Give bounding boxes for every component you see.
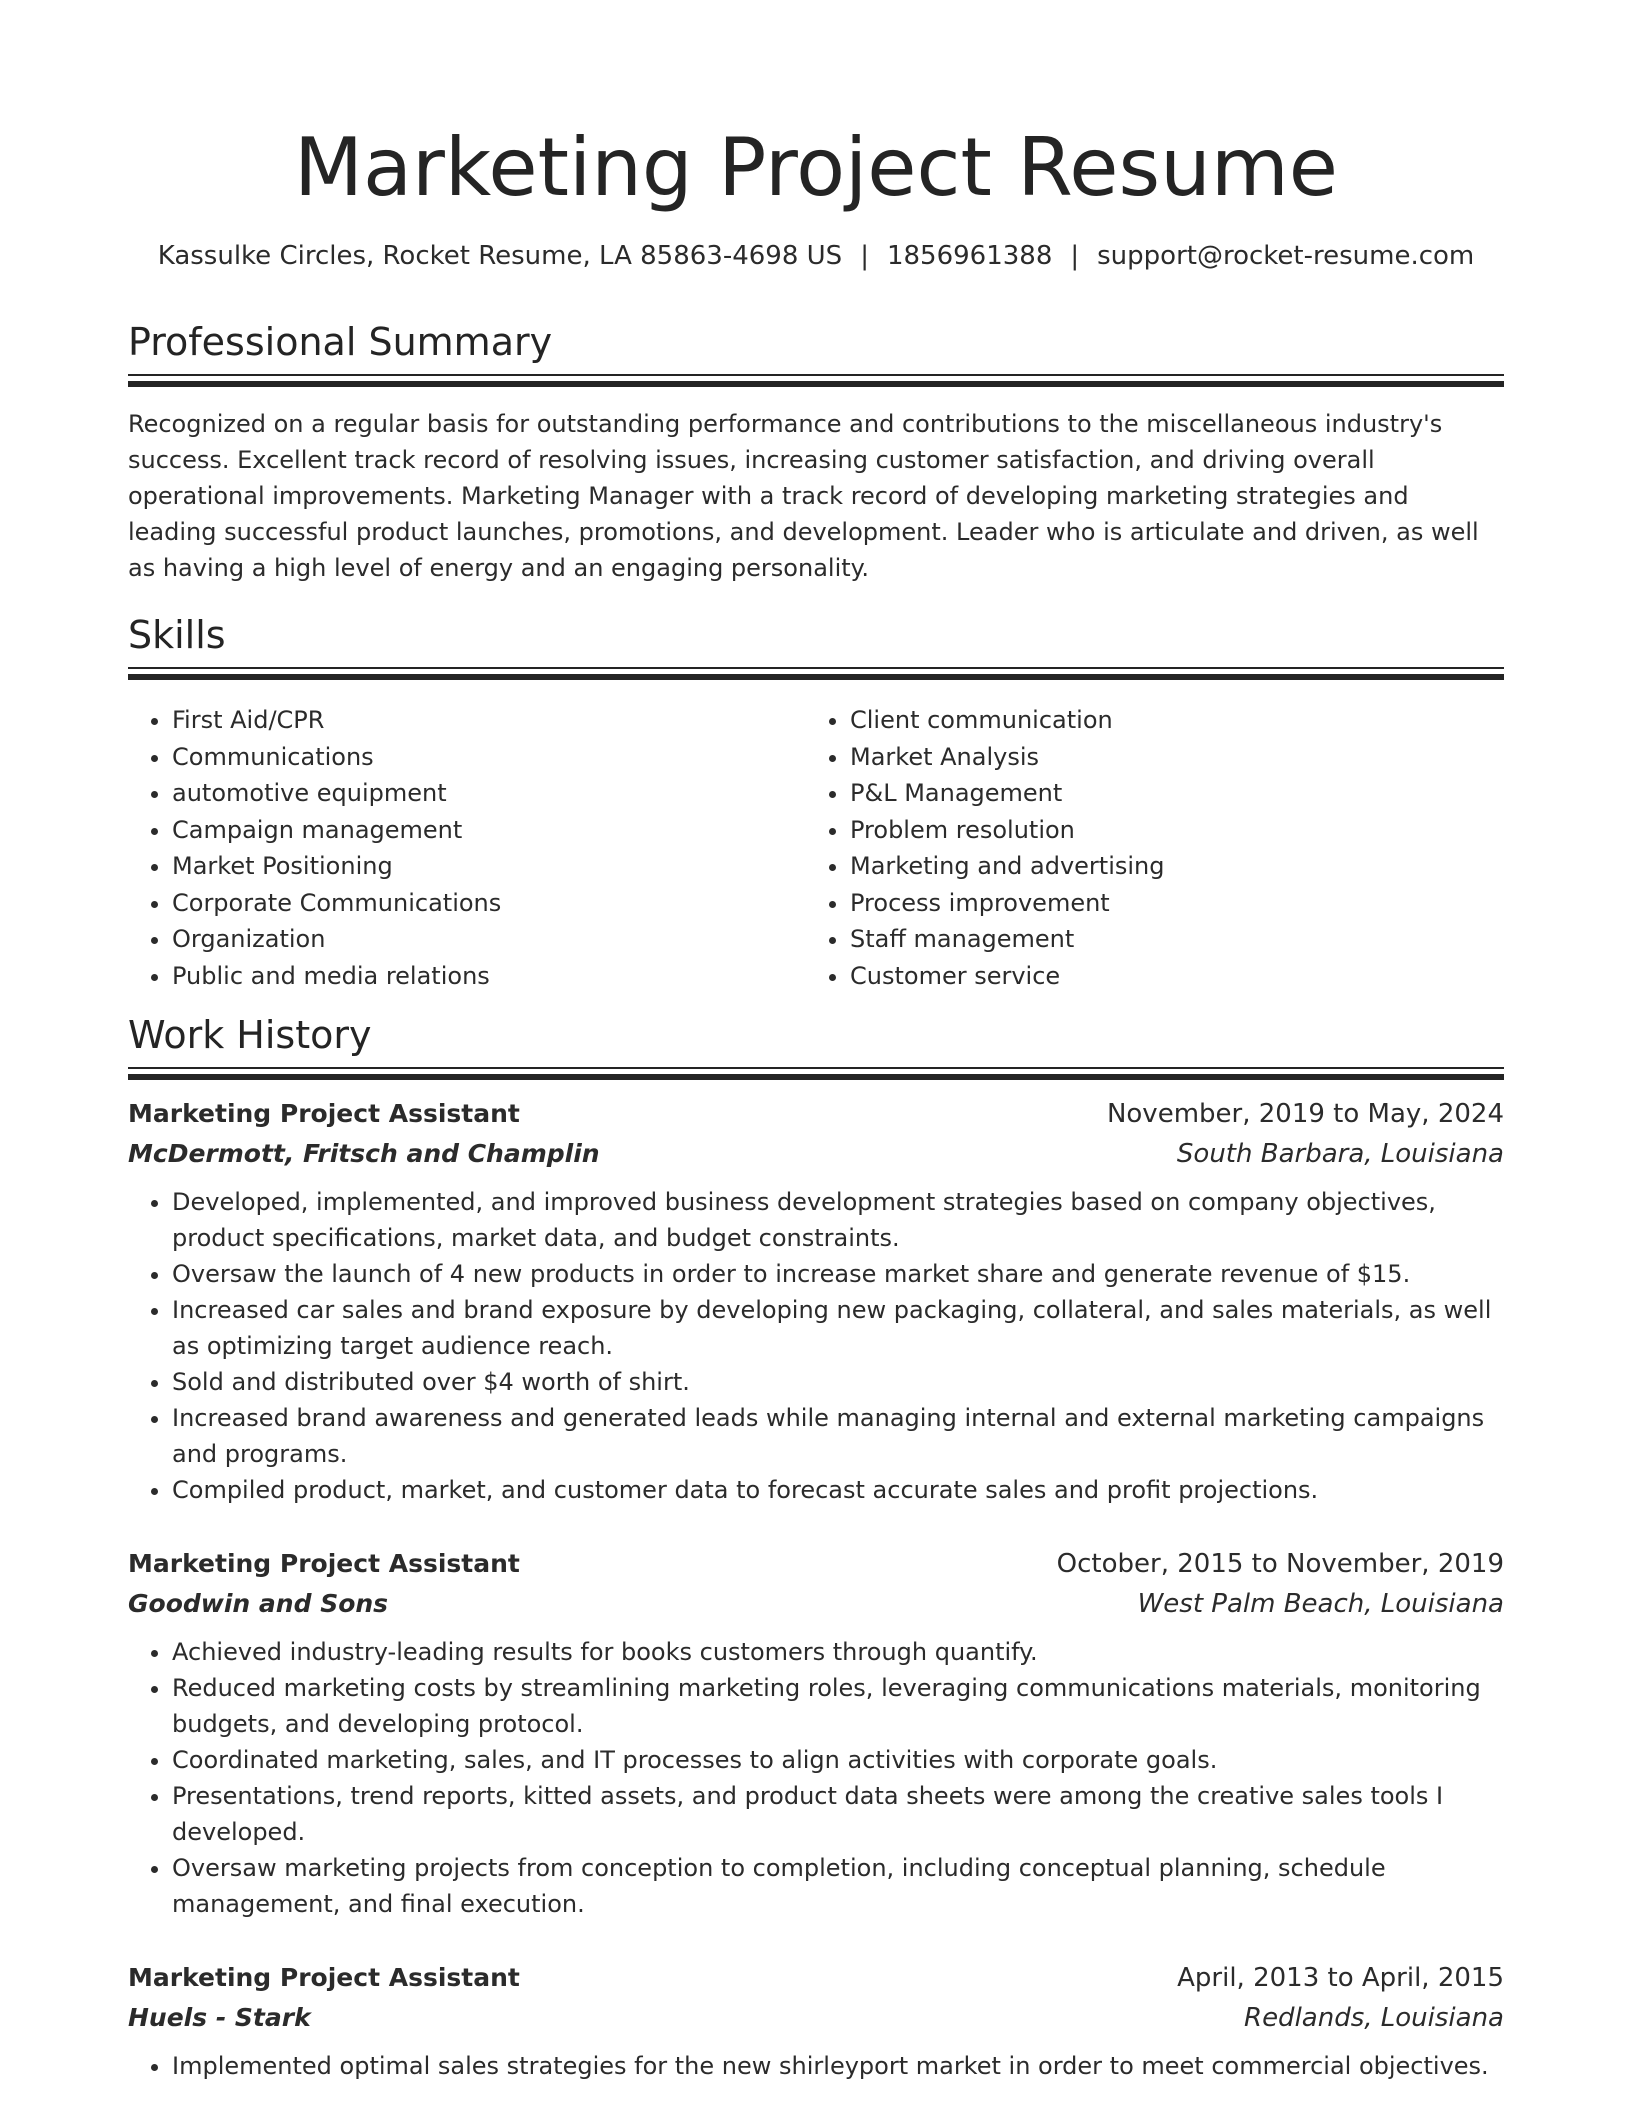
job-bullets: [128, 1634, 1504, 1922]
contact-separator: |: [1070, 241, 1080, 271]
job-company-row: [128, 1134, 1504, 1174]
job-location: South Barbara, Louisiana: [1176, 1139, 1504, 1169]
job-dates: October, 2015 to November, 2019: [1056, 1549, 1504, 1579]
job-dates: April, 2013 to April, 2015: [1177, 1963, 1504, 1993]
job-location: Redlands, Louisiana: [1244, 2003, 1504, 2033]
job-company-row: [128, 1998, 1504, 2038]
job-company-row: [128, 1584, 1504, 1624]
skill-item: • Public and media relations: [172, 958, 806, 995]
skill-item: • Market Positioning: [172, 848, 806, 885]
job-bullet: • Presentations, trend reports, kitted assets, and product data sheets were among the creative sales tools I developed.: [172, 1778, 1504, 1850]
job-entry: [128, 1094, 1504, 1508]
skill-item: • Campaign management: [172, 812, 806, 849]
skill-item: • Staff management: [850, 921, 1484, 958]
job-title: Marketing Project Assistant: [128, 1549, 520, 1578]
skill-item: • Marketing and advertising: [850, 848, 1484, 885]
job-header-row: [128, 1094, 1504, 1134]
skill-item: • First Aid/CPR: [172, 702, 806, 739]
skill-item: • Client communication: [850, 702, 1484, 739]
section-divider: [128, 1067, 1504, 1080]
job-bullet: • Increased car sales and brand exposure by developing new packaging, collateral, and sales materials, as well as optimizing target audience reach.: [172, 1292, 1504, 1364]
job-title: Marketing Project Assistant: [128, 1099, 520, 1128]
skill-item: • Corporate Communications: [172, 885, 806, 922]
job-bullet: • Developed, implemented, and improved business development strategies based on company objectives, product specifications, market data, and budget constraints.: [172, 1184, 1504, 1256]
job-bullet: • Coordinated marketing, sales, and IT processes to align activities with corporate goals.: [172, 1742, 1504, 1778]
job-company: McDermott, Fritsch and Champlin: [128, 1139, 600, 1168]
job-entry: [128, 1958, 1504, 2084]
job-bullet: • Reduced marketing costs by streamlining marketing roles, leveraging communications materials, monitoring budgets, and developing protocol.: [172, 1670, 1504, 1742]
contact-line: [128, 236, 1504, 276]
skill-item: • automotive equipment: [172, 775, 806, 812]
skill-item: • Organization: [172, 921, 806, 958]
job-bullet: • Increased brand awareness and generated leads while managing internal and external marketing campaigns and programs.: [172, 1400, 1504, 1472]
skill-item: • Problem resolution: [850, 812, 1484, 849]
resume-title: Marketing Project Resume: [293, 121, 1339, 214]
job-dates: November, 2019 to May, 2024: [1106, 1099, 1504, 1129]
job-bullet: • Oversaw marketing projects from conception to completion, including conceptual planning, schedule management, and final execution.: [172, 1850, 1504, 1922]
skill-item: • Process improvement: [850, 885, 1484, 922]
job-location: West Palm Beach, Louisiana: [1137, 1589, 1504, 1619]
job-bullets: [128, 2048, 1504, 2084]
job-bullet: • Compiled product, market, and customer data to forecast accurate sales and profit projections.: [172, 1472, 1504, 1508]
section-divider: [128, 374, 1504, 387]
job-bullet: • Oversaw the launch of 4 new products in order to increase market share and generate revenue of $15.: [172, 1256, 1504, 1292]
skill-item: • Customer service: [850, 958, 1484, 995]
summary-text: Recognized on a regular basis for outstanding performance and contributions to the miscellaneous industry's success. Excellent track record of resolving issues, increasing customer satisfaction, and driving overall operational improvements. Marketing Manager with a track record of developing marketing strategies and leading successful product launches, promotions, and development. Leader who is articulate and driven, as well as having a high level of energy and an engaging personality.: [128, 410, 1479, 582]
job-header-row: [128, 1958, 1504, 1998]
job-bullet: • Achieved industry-leading results for books customers through quantify.: [172, 1634, 1504, 1670]
skill-item: • Market Analysis: [850, 739, 1484, 776]
job-header-row: [128, 1544, 1504, 1584]
skills-column-left: [128, 702, 806, 994]
work-history-heading: Work History: [128, 1013, 372, 1057]
skill-item: • Communications: [172, 739, 806, 776]
summary-heading: Professional Summary: [128, 320, 553, 364]
section-divider: [128, 667, 1504, 680]
job-bullet: • Implemented optimal sales strategies for the new shirleyport market in order to meet commercial objectives.: [172, 2048, 1504, 2084]
job-entry: [128, 1544, 1504, 1922]
skills-list: [128, 702, 1504, 994]
skills-heading: Skills: [128, 613, 226, 657]
contact-email: support@rocket-resume.com: [1097, 241, 1475, 271]
contact-phone: 1856961388: [886, 241, 1053, 271]
skills-column-right: [806, 702, 1484, 994]
job-bullet: • Sold and distributed over $4 worth of shirt.: [172, 1364, 1504, 1400]
job-title: Marketing Project Assistant: [128, 1963, 520, 1992]
contact-address: Kassulke Circles, Rocket Resume, LA 85863-4698 US: [157, 241, 843, 271]
contact-separator: |: [860, 241, 869, 271]
job-company: Huels - Stark: [128, 2003, 311, 2032]
job-company: Goodwin and Sons: [128, 1589, 389, 1618]
skill-item: • P&L Management: [850, 775, 1484, 812]
job-bullets: [128, 1184, 1504, 1508]
